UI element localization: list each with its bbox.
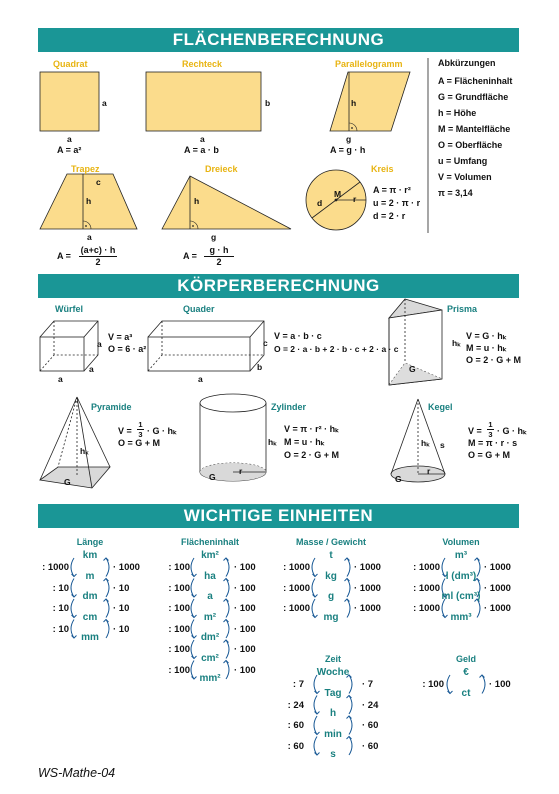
dreieck-h: h bbox=[194, 196, 200, 206]
laenge-factor-divide: : 1000 bbox=[42, 562, 69, 574]
parallelogramm-label: Parallelogramm bbox=[335, 59, 403, 69]
flaeche-unit: a bbox=[207, 591, 213, 602]
quader-formula-volume: V = a · b · c bbox=[274, 331, 322, 341]
trapez-a: a bbox=[87, 232, 92, 242]
masse-factor-divide: : 1000 bbox=[283, 603, 310, 615]
abkuerzungen-title: Abkürzungen bbox=[438, 58, 496, 68]
flaeche-factor-divide: : 100 bbox=[168, 623, 190, 635]
quadrat-formula: A = a² bbox=[57, 145, 82, 155]
wuerfel-formula-volume: V = a³ bbox=[108, 332, 133, 342]
quadrat-label: Quadrat bbox=[53, 59, 88, 69]
prisma-formula-surface: O = 2 · G + M bbox=[466, 355, 522, 365]
quader-formula-surface: O = 2 · a · b + 2 · b · c + 2 · a · c bbox=[274, 344, 399, 354]
prisma-formula-volume: V = G · hₖ bbox=[466, 331, 507, 341]
laenge-unit: km bbox=[82, 550, 98, 561]
flaeche-factor-multiply: · 100 bbox=[234, 603, 256, 615]
wuerfel-a-depth: a bbox=[89, 364, 94, 374]
geld-unit: € bbox=[463, 667, 469, 678]
pyramide-formula-prefix: V = bbox=[118, 426, 132, 436]
kegel-label: Kegel bbox=[428, 402, 453, 412]
wuerfel-a-bottom: a bbox=[58, 374, 63, 384]
geld-title: Geld bbox=[455, 654, 476, 664]
volumen-factor-multiply: · 1000 bbox=[484, 582, 511, 594]
pyramide-label: Pyramide bbox=[91, 402, 132, 412]
abbr-item: u = Umfang bbox=[438, 156, 488, 166]
dreieck-g: g bbox=[211, 232, 217, 242]
trapez-formula-prefix: A = bbox=[57, 251, 71, 261]
abbr-item: h = Höhe bbox=[438, 108, 477, 118]
volumen-unit: m³ bbox=[454, 550, 468, 561]
rechteck-bottom-a: a bbox=[200, 134, 205, 144]
kreis-d: d bbox=[317, 198, 323, 208]
trapez-label: Trapez bbox=[71, 164, 100, 174]
trapez-c: c bbox=[96, 177, 101, 187]
volumen-unit: l (dm³) bbox=[445, 570, 477, 582]
volumen-unit: ml (cm³) bbox=[441, 591, 481, 602]
flaeche-factor-multiply: · 100 bbox=[234, 562, 256, 574]
pyramide-formula-den: 3 bbox=[138, 430, 143, 439]
masse-unit: t bbox=[329, 550, 333, 561]
volumen-factor-divide: : 1000 bbox=[413, 603, 440, 615]
masse-factor-divide: : 1000 bbox=[283, 582, 310, 594]
pyramide-hk: hₖ bbox=[80, 446, 89, 456]
dreieck-formula-prefix: A = bbox=[183, 251, 197, 261]
trapez-formula-numerator: (a+c) · h bbox=[80, 245, 116, 255]
zylinder-formula-volume: V = π · r² · hₖ bbox=[284, 424, 339, 434]
zeit-factor-multiply: · 60 bbox=[362, 720, 379, 732]
abbr-item: G = Grundfläche bbox=[438, 92, 509, 102]
flaeche-factor-multiply: · 100 bbox=[234, 582, 256, 594]
quader-a: a bbox=[198, 374, 203, 384]
masse-factor-divide: : 1000 bbox=[283, 562, 310, 574]
footer-code: WS-Mathe-04 bbox=[38, 766, 116, 780]
volumen-factor-divide: : 1000 bbox=[413, 582, 440, 594]
banner-wichtige-einheiten: WICHTIGE EINHEITEN bbox=[38, 504, 519, 528]
pyramide-formula-surface: O = G + M bbox=[118, 438, 161, 448]
quadrat-bottom-a: a bbox=[67, 134, 72, 144]
wuerfel-a-side: a bbox=[97, 339, 102, 349]
laenge-factor-multiply: · 10 bbox=[113, 582, 130, 594]
zylinder-formula-surface: O = 2 · G + M bbox=[284, 450, 340, 460]
kegel-formula-num: 1 bbox=[488, 420, 493, 429]
abbr-item: O = Oberfläche bbox=[438, 140, 503, 150]
zeit-title: Zeit bbox=[324, 654, 341, 664]
abbr-item: A = Flächeninhalt bbox=[438, 76, 513, 86]
zeit-factor-divide: : 60 bbox=[287, 720, 304, 732]
rechteck-label: Rechteck bbox=[182, 59, 223, 69]
prisma-formula-mantel: M = u · hₖ bbox=[466, 343, 507, 353]
laenge-unit: dm bbox=[82, 591, 98, 602]
kegel-s: s bbox=[440, 440, 445, 450]
abbr-item: V = Volumen bbox=[438, 172, 492, 182]
flaeche-title: Flächeninhalt bbox=[180, 537, 239, 547]
zeit-factor-multiply: · 60 bbox=[362, 740, 379, 752]
dreieck-formula-numerator: g · h bbox=[204, 245, 234, 257]
zylinder-shape bbox=[200, 394, 266, 481]
laenge-unit: mm bbox=[81, 632, 99, 643]
flaeche-factor-multiply: · 100 bbox=[234, 664, 256, 676]
zeit-unit: Woche bbox=[316, 667, 350, 678]
flaeche-unit: m² bbox=[203, 611, 217, 623]
flaeche-unit: km² bbox=[201, 550, 219, 561]
flaeche-unit: cm² bbox=[201, 652, 219, 664]
abbr-item: π = 3,14 bbox=[438, 188, 473, 198]
zylinder-label: Zylinder bbox=[271, 402, 307, 412]
zylinder-r: r bbox=[239, 466, 243, 476]
parallelogramm-g: g bbox=[346, 134, 352, 144]
kegel-formula-prefix: V = bbox=[468, 426, 482, 436]
zeit-unit: s bbox=[330, 749, 336, 760]
flaeche-factor-divide: : 100 bbox=[168, 664, 190, 676]
parallelogramm-shape bbox=[330, 72, 410, 131]
trapez-h: h bbox=[86, 196, 92, 206]
dreieck-label: Dreieck bbox=[205, 164, 238, 174]
laenge-factor-divide: : 10 bbox=[52, 623, 69, 635]
prisma-hk: hₖ bbox=[452, 338, 461, 348]
zeit-unit: Tag bbox=[324, 687, 342, 699]
volumen-unit: mm³ bbox=[450, 611, 472, 623]
zeit-factor-divide: : 60 bbox=[287, 740, 304, 752]
masse-unit: kg bbox=[325, 570, 337, 582]
geld-unit: ct bbox=[461, 687, 471, 699]
rechteck-side-b: b bbox=[265, 98, 271, 108]
kegel-g: G bbox=[395, 474, 402, 484]
quader-c: c bbox=[263, 338, 268, 348]
parallelogramm-formula: A = g · h bbox=[330, 145, 366, 155]
laenge-factor-divide: : 10 bbox=[52, 603, 69, 615]
laenge-unit: cm bbox=[82, 611, 98, 623]
masse-factor-multiply: · 1000 bbox=[354, 582, 381, 594]
flaeche-unit: ha bbox=[204, 570, 216, 582]
kegel-r: r bbox=[427, 466, 431, 476]
prisma-g: G bbox=[409, 364, 416, 374]
kegel-formula-surface: O = G + M bbox=[468, 450, 511, 460]
prisma-label: Prisma bbox=[447, 304, 478, 314]
volumen-factor-multiply: · 1000 bbox=[484, 603, 511, 615]
laenge-factor-divide: : 10 bbox=[52, 582, 69, 594]
laenge-factor-multiply: · 10 bbox=[113, 623, 130, 635]
flaeche-factor-divide: : 100 bbox=[168, 644, 190, 656]
flaeche-factor-multiply: · 100 bbox=[234, 644, 256, 656]
flaeche-unit: dm² bbox=[200, 632, 220, 643]
kreis-formula-diameter: d = 2 · r bbox=[373, 211, 406, 221]
zeit-factor-divide: : 7 bbox=[292, 679, 304, 691]
kreis-m: M bbox=[334, 189, 342, 199]
flaeche-factor-multiply: · 100 bbox=[234, 623, 256, 635]
geld-factor-divide: : 100 bbox=[422, 679, 444, 691]
masse-unit: g bbox=[327, 591, 335, 602]
volumen-factor-divide: : 1000 bbox=[413, 562, 440, 574]
laenge-title: Länge bbox=[76, 537, 104, 547]
volumen-factor-multiply: · 1000 bbox=[484, 562, 511, 574]
quader-b: b bbox=[257, 362, 263, 372]
kegel-formula-den: 3 bbox=[488, 430, 493, 439]
wuerfel-formula-surface: O = 6 · a² bbox=[108, 344, 147, 354]
zylinder-hk: hₖ bbox=[268, 437, 277, 447]
rechteck-shape bbox=[146, 72, 261, 131]
banner-flaechenberechnung: FLÄCHENBERECHNUNG bbox=[38, 28, 519, 52]
kegel-hk: hₖ bbox=[421, 438, 430, 448]
laenge-factor-multiply: · 10 bbox=[113, 603, 130, 615]
zeit-factor-multiply: · 7 bbox=[362, 679, 374, 691]
laenge-factor-multiply: · 1000 bbox=[113, 562, 140, 574]
zeit-unit: min bbox=[324, 728, 342, 740]
masse-title: Masse / Gewicht bbox=[295, 537, 367, 547]
masse-factor-multiply: · 1000 bbox=[354, 603, 381, 615]
rechteck-formula: A = a · b bbox=[184, 145, 219, 155]
kegel-formula-mantel: M = π · r · s bbox=[468, 438, 518, 448]
kreis-label: Kreis bbox=[371, 164, 394, 174]
volumen-title: Volumen bbox=[442, 537, 480, 547]
dreieck-shape bbox=[162, 176, 291, 229]
zylinder-g: G bbox=[209, 472, 216, 482]
pyramide-formula-num: 1 bbox=[138, 420, 143, 429]
quadrat-shape bbox=[40, 72, 99, 131]
dreieck-formula-denominator: 2 bbox=[216, 257, 222, 267]
zeit-factor-divide: : 24 bbox=[287, 699, 304, 711]
laenge-unit: m bbox=[85, 570, 95, 582]
zeit-unit: h bbox=[329, 708, 337, 719]
abbr-item: M = Mantelfläche bbox=[438, 124, 511, 134]
masse-factor-multiply: · 1000 bbox=[354, 562, 381, 574]
flaeche-factor-divide: : 100 bbox=[168, 603, 190, 615]
flaeche-factor-divide: : 100 bbox=[168, 582, 190, 594]
pyramide-g: G bbox=[64, 477, 71, 487]
masse-unit: mg bbox=[323, 611, 339, 623]
pyramide-formula-suffix: · G · hₖ bbox=[147, 426, 177, 436]
quader-shape bbox=[148, 321, 264, 371]
zeit-factor-multiply: · 24 bbox=[362, 699, 379, 711]
flaeche-unit: mm² bbox=[199, 673, 221, 684]
trapez-formula-denominator: 2 bbox=[95, 257, 101, 267]
kreis-r: r bbox=[353, 194, 357, 204]
quader-label: Quader bbox=[183, 304, 215, 314]
geld-factor-multiply: · 100 bbox=[489, 679, 511, 691]
parallelogramm-h: h bbox=[351, 98, 357, 108]
zylinder-formula-mantel: M = u · hₖ bbox=[284, 437, 325, 447]
flaeche-factor-divide: : 100 bbox=[168, 562, 190, 574]
kreis-formula-area: A = π · r² bbox=[373, 185, 411, 195]
kegel-formula-suffix: · G · hₖ bbox=[497, 426, 527, 436]
kreis-formula-circumference: u = 2 · π · r bbox=[373, 198, 421, 208]
quadrat-side-a: a bbox=[102, 98, 107, 108]
wuerfel-label: Würfel bbox=[55, 304, 83, 314]
banner-koerperberechnung: KÖRPERBERECHNUNG bbox=[38, 274, 519, 298]
